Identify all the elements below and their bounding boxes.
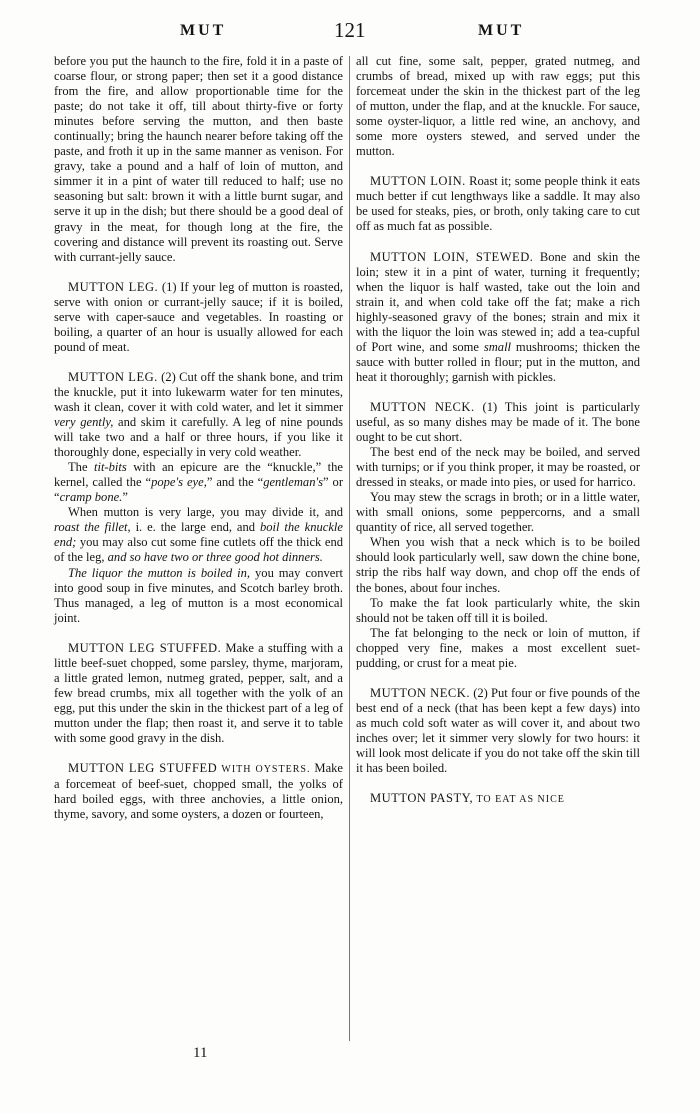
entry-body: Make a stuffing with a little beef-suet chopped, some parsley, thyme, marjoram, a little grated lemon, nutmeg grated, pepper, salt, and a few bread crumbs, mix all together with the yolk of an egg, put this under the skin in the thickest part of a leg of mutton under the flap; then roast it, and serve it to table with some good gravy in the dish. bbox=[54, 640, 344, 745]
entry-mutton-leg-stuffed-oysters: MUTTON LEG STUFFED WITH OYSTERS. Make a forcemeat of beef-suet, chopped small, the yolks of hard boiled eggs, with three anchovies, a little onion, thyme, savory, and some oysters, a dozen or fourteen, bbox=[54, 761, 343, 822]
entry-mutton-leg-stuffed bbox=[54, 641, 343, 746]
entry-title: MUTTON NECK. bbox=[370, 685, 470, 700]
entry-title: MUTTON LEG STUFFED. bbox=[68, 640, 222, 655]
entry-body: (2) Put four or five pounds of the best end of a neck (that has been kept a few days) into as much cold soft water as will cover it, and about two inches over; let it simmer very slowly for two hours: it will look most delicate if you do not take off the skin till it has been boiled. bbox=[356, 685, 641, 776]
entry-body: Roast it; some people think it eats much better if cut lengthways like a saddle. It may also be used for steaks, pies, or broth, only taking care to cut off as much fat as possible. bbox=[356, 174, 640, 234]
page-number: 121 bbox=[334, 18, 366, 42]
entry-mutton-neck-1 bbox=[356, 400, 640, 445]
neck-paragraph-3: You may stew the scrags in broth; or in a little water, with small onions, some peppercorns, and a small quantity of rice, all served together. bbox=[356, 490, 640, 535]
left-column bbox=[54, 54, 343, 822]
entry-title: MUTTON LEG. bbox=[68, 369, 158, 384]
entry-mutton-neck-2 bbox=[356, 686, 640, 776]
signature-mark: 11 bbox=[193, 1045, 208, 1061]
entry-body: (1) If your leg of mutton is roasted, serve with onion or currant-jelly sauce; if it is boiled, serve with caper-sauce and vegetables. In roasting or boiling, a quarter of an hour is usually allowed for each pound of meat. bbox=[54, 279, 343, 354]
column-divider bbox=[349, 56, 350, 1041]
entry-mutton-loin bbox=[356, 174, 640, 234]
titbits-paragraph: The tit-bits with an epicure are the “knuckle,” the kernel, called the “pope's eye,” and the “gentleman's” or “cramp bone.” bbox=[54, 460, 343, 505]
neck-paragraph-6: The fat belonging to the neck or loin of mutton, if chopped very fine, makes a most excellent suet-pudding, or crust for a meat pie. bbox=[356, 625, 640, 670]
oysters-continuation: all cut fine, some salt, pepper, grated nutmeg, and crumbs of bread, mixed up with raw eggs; put this forcemeat under the skin in the thickest part of the leg of mutton, under the flap, and at the knuckle. For sauce, some oyster-liquor, a little red wine, an anchovy, and some more oysters stewed, and served under the mutton. bbox=[356, 54, 640, 159]
header-right-catchword: MUT bbox=[478, 22, 525, 39]
entry-mutton-leg-2: MUTTON LEG. (2) Cut off the shank bone, and trim the knuckle, put it into lukewarm water for ten minutes, wash it clean, cover it with cold water, and let it simmer very gently, and skim it carefully. A leg of nine pounds will take two and a half or three hours, if you like it thoroughly done, especially in very cold weather. bbox=[54, 369, 344, 460]
entry-mutton-leg-1 bbox=[54, 280, 343, 355]
neck-paragraph-4: When you wish that a neck which is to be boiled should look particularly well, saw down the chine bone, strip the ribs half way down, and chop off the ends of the bones, about four inches. bbox=[356, 535, 640, 595]
entry-title: MUTTON PASTY, bbox=[370, 791, 474, 806]
entry-mutton-pasty: MUTTON PASTY, TO EAT AS NICE bbox=[370, 791, 565, 806]
liquor-paragraph: The liquor the mutton is boiled in, you may convert into good soup in five minutes, and Scotch barley broth. Thus managed, a leg of mutton is a most economical joint. bbox=[54, 565, 343, 625]
entry-title: MUTTON NECK. bbox=[370, 399, 475, 414]
haunch-continuation: before you put the haunch to the fire, fold it in a paste of coarse flour, or strong paper; then set it a good distance from the fire, and allow proportionable time for the paste; do not take it off, till about thirty-five or forty minutes before serving the mutton, and then baste continually; bring the haunch nearer before taking off the paste, and froth it up in the same manner as venison. For gravy, take a pound and a half of loin of mutton, and simmer it in a pint of water till reduced to half; use no seasoning but salt: brown it with a little burnt sugar, and serve it up in the dish; but there should be a good deal of gravy in the meat, for though long at the fire, the covering and distance will prevent its roasting out. Serve with currant-jelly sauce. bbox=[54, 54, 343, 264]
header-left-catchword: MUT bbox=[180, 22, 227, 39]
entry-title: MUTTON LEG STUFFED bbox=[68, 761, 218, 776]
neck-paragraph-5: To make the fat look particularly white, the skin should not be taken off till it is boiled. bbox=[356, 595, 640, 625]
running-header bbox=[0, 18, 700, 44]
entry-title: MUTTON LOIN. bbox=[370, 174, 466, 189]
entry-mutton-loin-stewed: MUTTON LOIN, STEWED. Bone and skin the loin; stew it in a pint of water, turning it frequently; when the liquor is half wasted, take out the loin and strain it, and when cold take off the fat; make a rich highly-seasoned gravy of the bones; strain and mix it with the liquor the loin was stewed in; add a tea-cupful of Port wine, and some small mushrooms; thicken the sauce with butter rolled in flour; put in the mutton, and heat it thoroughly; garnish with pickles. bbox=[356, 249, 640, 384]
entry-title: MUTTON LOIN, STEWED. bbox=[370, 249, 534, 264]
right-column bbox=[356, 54, 640, 807]
entry-title: MUTTON LEG. bbox=[68, 279, 159, 294]
entry-body: Make a forcemeat of beef-suet, chopped small, the yolks of hard boiled eggs, with three anchovies, a little onion, thyme, savory, and some oysters, a dozen or fourteen, bbox=[54, 761, 343, 822]
neck-paragraph-2: The best end of the neck may be boiled, and served with turnips; or if you think proper, it may be roasted, or dressed in steaks, or made into pies, or used for harrico. bbox=[356, 445, 640, 490]
entry-body: (1) This joint is particularly useful, as so many dishes may be made of it. The bone ought to be cut short. bbox=[356, 399, 640, 445]
large-mutton-paragraph: When mutton is very large, you may divide it, and roast the fillet, i. e. the large end, and boil the knuckle end; you may also cut some fine cutlets off the thick end of the leg, and so have two or three good hot dinners. bbox=[54, 505, 343, 565]
